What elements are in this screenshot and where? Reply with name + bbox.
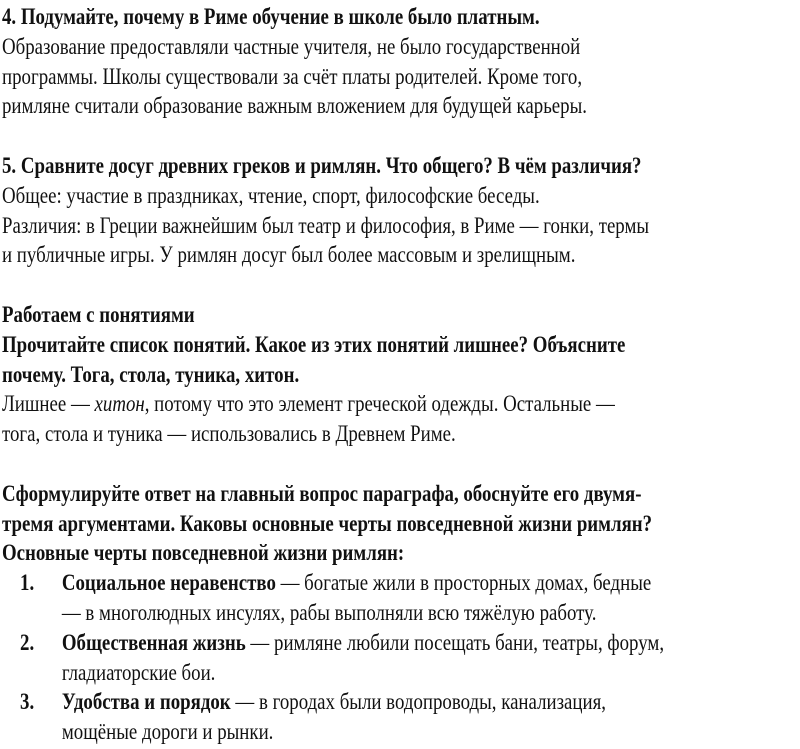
q5-answer-line: Общее: участие в праздниках, чтение, спорт, философские беседы. [2,182,540,208]
list-number: 3. [20,689,35,715]
q5-answer-line: и публичные игры. У римлян досуг был более массовым и зрелищным. [2,242,576,268]
concepts-question-text: почему. Тога, стола, туника, хитон. [2,361,300,387]
list-item-continuation: — в многолюдных инсулях, рабы выполняли всю тяжёлую работу. [61,599,597,625]
q5-answer-line: Различия: в Греции важнейшим был театр и философия, в Риме — гонки, термы [2,212,650,238]
answer-term: хитон [94,391,145,417]
concepts-question [2,360,800,390]
q4-answer-line: Образование предоставляли частные учителя, не было государственной [2,33,581,59]
answer-heading-text: Основные черты повседневной жизни римлян: [2,540,405,566]
main-question [2,509,800,539]
list-item-term: Общественная жизнь [61,629,246,655]
q4-title-text: 4. Подумайте, почему в Риме обучение в школе было платным. [2,4,540,29]
list-number: 1. [20,570,35,596]
main-question [2,479,800,509]
list-item-text: — богатые жили в просторных домах, бедные [275,570,652,596]
main-question-text: тремя аргументами. Каковы основные черты повседневной жизни римлян? [2,510,653,536]
list-item-text: — в городах были водопроводы, канализация, [230,689,606,715]
q4-title [2,2,800,32]
list-item [2,568,800,598]
list-item-continuation: гладиаторские бои. [61,659,216,685]
spacer [2,270,800,300]
answer-rest: , потому что это элемент греческой одежды. Остальные — [144,391,615,417]
list-number: 2. [20,629,35,655]
list-item-continuation: мощёные дороги и рынки. [61,719,274,745]
spacer [2,449,800,479]
concepts-answer: тога, стола и туника — использовались в Древнем Риме. [2,421,456,447]
document-page [2,2,800,747]
concepts-heading [2,300,800,330]
spacer [2,121,800,151]
concepts-question [2,330,800,360]
main-question-text: Сформулируйте ответ на главный вопрос параграфа, обоснуйте его двумя- [2,480,642,506]
list-item [2,628,800,658]
list-item-term: Удобства и порядок [61,689,231,715]
q4-answer-line: римляне считали образование важным вложением для будущей карьеры. [2,93,587,119]
q5-title [2,151,800,181]
q5-title-text: 5. Сравните досуг древних греков и римлян. Что общего? В чём различия? [2,152,642,178]
list-item [2,687,800,717]
concepts-heading-text: Работаем с понятиями [2,301,195,327]
concepts-answer [2,389,800,419]
concepts-question-text: Прочитайте список понятий. Какое из этих понятий лишнее? Объясните [2,331,626,357]
list-item-term: Социальное неравенство [61,570,276,596]
q4-answer-line: программы. Школы существовали за счёт платы родителей. Кроме того, [2,63,583,89]
answer-heading [2,538,800,568]
answer-prefix: Лишнее — [2,391,95,417]
list-item-text: — римляне любили посещать бани, театры, форум, [245,629,665,655]
